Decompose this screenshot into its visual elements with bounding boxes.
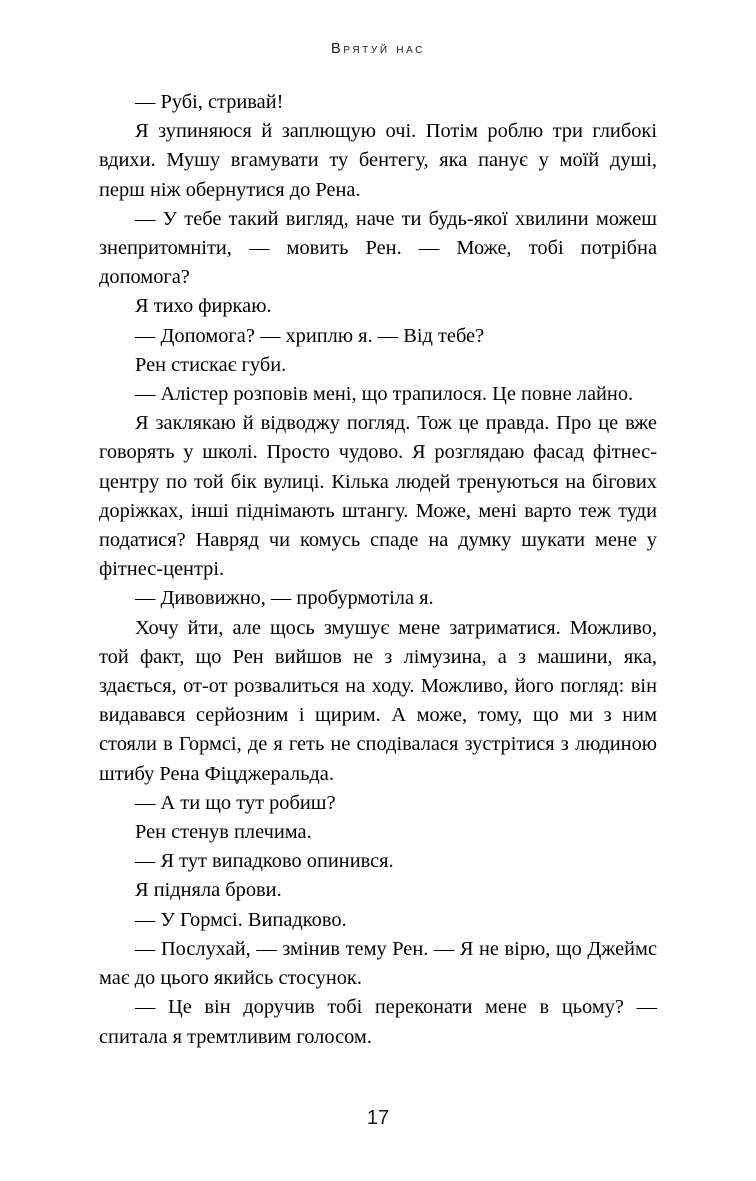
paragraph: Я тихо фиркаю.	[135, 295, 272, 318]
paragraph: — Я тут випадково опинився.	[135, 850, 394, 873]
paragraph: Я заклякаю й відводжу погляд. Тож це правда. Про це вже говорять у школі. Просто чудово. Я розглядаю фасад фітнес-центру по той бік вулиці. Кілька людей тренуються на бігових доріжках, інші піднімають штангу. Може, мені варто теж туди податися? Навряд чи комусь спаде на думку шукати мене у фітнес-центрі.	[99, 412, 657, 581]
paragraph: Рен стискає губи.	[135, 353, 287, 376]
paragraph: — Алістер розповів мені, що трапилося. Це повне лайно.	[135, 383, 634, 406]
paragraph: — А ти що тут робиш?	[135, 791, 336, 814]
body-text-block	[99, 88, 657, 1052]
running-head: Врятуй нас	[331, 41, 425, 57]
paragraph: — Це він доручив тобі переконати мене в цьому? — спитала я тремтливим голосом.	[99, 996, 657, 1048]
paragraph: — Послухай, — змінив тему Рен. — Я не вірю, що Джеймс має до цього якийсь стосунок.	[99, 937, 657, 990]
paragraph: Я підняла брови.	[135, 879, 282, 902]
paragraph: — У тебе такий вигляд, наче ти будь-якої хвилини можеш знепритомніти, — мовить Рен. — Може, тобі потрібна допомога?	[99, 207, 657, 289]
paragraph: Я зупиняюся й заплющую очі. Потім роблю три глибокі вдихи. Мушу вгамувати ту бентегу, яка панує у моїй душі, перш ніж обернутися до Рена.	[99, 120, 657, 201]
paragraph: — Дивовижно, — пробурмотіла я.	[135, 587, 434, 610]
paragraph: — Допомога? — хриплю я. — Від тебе?	[135, 324, 485, 347]
paragraph: Хочу йти, але щось змушує мене затриматися. Можливо, той факт, що Рен вийшов не з лімузина, а з машини, яка, здається, от-от розвалиться на ходу. Можливо, його погляд: він видавався серйозним і щирим. А може, тому, що ми з ним стояли в Гормсі, де я геть не сподівалася зустрітися з людиною штибу Рена Фіцджеральда.	[99, 616, 657, 785]
page-number: 17	[366, 1107, 390, 1129]
paragraph: — Рубі, стривай!	[135, 91, 284, 113]
paragraph: — У Гормсі. Випадково.	[135, 908, 347, 931]
paragraph: Рен стенув плечима.	[135, 821, 312, 844]
